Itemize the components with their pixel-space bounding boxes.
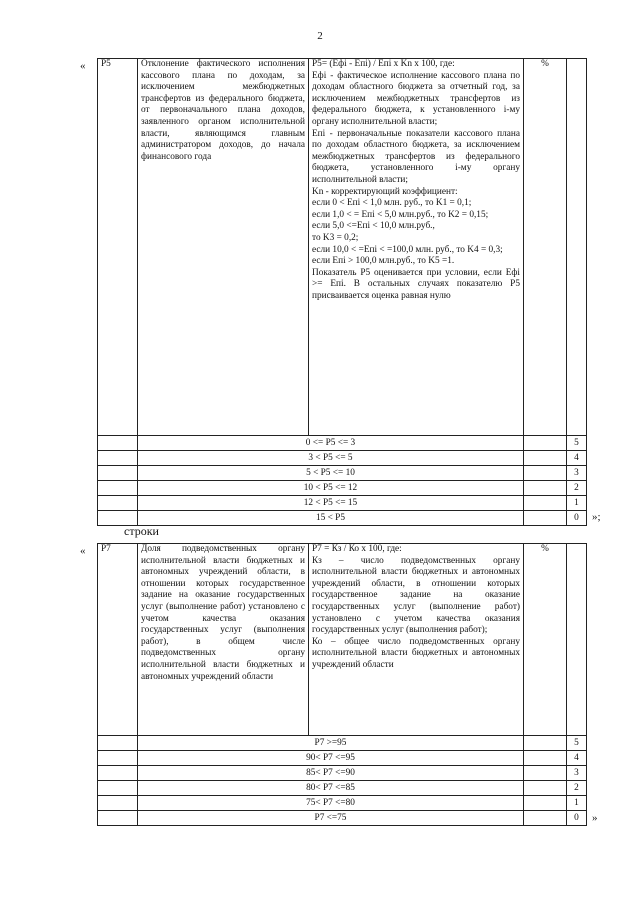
empty-cell bbox=[98, 796, 138, 811]
close-quote-2: » bbox=[592, 812, 598, 824]
formula-line: если Eпi > 100,0 млн.руб., то K5 =1. bbox=[312, 256, 455, 267]
formula-line: Eпi - первоначальные показатели кассового плана по доходам областного бюджета, за исключением межбюджетных трансфертов из федерального бюджета, установленного i-му органу исполнительной власти; bbox=[312, 128, 520, 185]
score-condition: 5 < P5 <= 10 bbox=[138, 466, 524, 481]
score-row bbox=[98, 481, 587, 496]
formula-line: если 5,0 <=Eпi < 10,0 млн.руб., bbox=[312, 221, 435, 232]
empty-cell bbox=[98, 436, 138, 451]
empty-cell bbox=[98, 451, 138, 466]
formula-line: Eфi - фактическое исполнение кассового плана по доходам областного бюджета за отчетный год, за исключением межбюджетных трансфертов из федерального бюджета, к установленного i-му органу исполнительной власти; bbox=[312, 70, 520, 127]
score-row bbox=[98, 511, 587, 526]
section-label: строки bbox=[124, 524, 159, 538]
score-condition: 12 < P5 <= 15 bbox=[138, 496, 524, 511]
score-value: 4 bbox=[567, 451, 587, 466]
formula-line: если 0 < Eпi < 1,0 млн. руб., то K1 = 0,1; bbox=[312, 198, 472, 209]
score-value: 3 bbox=[567, 766, 587, 781]
formula-line: Ко – общее число подведомственных органу исполнительной власти бюджетных и автономных учреждений области bbox=[312, 636, 520, 670]
indicator-unit: % bbox=[524, 59, 567, 436]
empty-cell bbox=[98, 811, 138, 826]
formula-line: если 1,0 < = Eпi < 5,0 млн.руб., то K2 = 0,15; bbox=[312, 209, 489, 220]
score-condition: 0 <= P5 <= 3 bbox=[138, 436, 524, 451]
empty-cell bbox=[524, 481, 567, 496]
formula-line: P5= (Eфi - Eпi) / Eпi x Kn x 100, где: bbox=[312, 59, 455, 69]
open-quote: « bbox=[80, 60, 86, 72]
score-condition: P7 <=75 bbox=[138, 811, 524, 826]
empty-cell bbox=[98, 496, 138, 511]
open-quote-2: « bbox=[80, 545, 86, 557]
indicator-description: Доля подведомственных органу исполнительной власти бюджетных и автономных учреждений области, в отношении которых государственное задание на оказание государственных услуг (выполнение работ) установлено с учетом качества оказания государственных услуг (выполнения работ), в общем числе подведомственных органу исполнительной власти бюджетных и автономных учреждений области bbox=[138, 544, 309, 736]
formula-line: Кз – число подведомственных органу исполнительной власти бюджетных и автономных учреждений области, в отношении которых государственное задание на оказание государственных услуг (выполнение работ) установлено с учетом качества оказания государственных услуг (выполнения работ); bbox=[312, 555, 520, 636]
close-quote: »; bbox=[592, 511, 601, 523]
score-value: 1 bbox=[567, 796, 587, 811]
score-row bbox=[98, 766, 587, 781]
indicator-formula bbox=[309, 544, 524, 736]
score-row bbox=[98, 781, 587, 796]
score-condition: 3 < P5 <= 5 bbox=[138, 451, 524, 466]
indicator-formula bbox=[309, 59, 524, 436]
score-condition: 10 < P5 <= 12 bbox=[138, 481, 524, 496]
empty-cell bbox=[98, 736, 138, 751]
score-row bbox=[98, 796, 587, 811]
score-value: 4 bbox=[567, 751, 587, 766]
score-row bbox=[98, 436, 587, 451]
score-row bbox=[98, 451, 587, 466]
empty-cell bbox=[524, 781, 567, 796]
empty-cell bbox=[524, 436, 567, 451]
page-number: 2 bbox=[317, 30, 323, 42]
empty-cell bbox=[567, 59, 587, 436]
score-condition: P7 >=95 bbox=[138, 736, 524, 751]
empty-cell bbox=[524, 496, 567, 511]
formula-line: то K3 = 0,2; bbox=[312, 232, 359, 243]
score-value: 5 bbox=[567, 436, 587, 451]
indicator-unit: % bbox=[524, 544, 567, 736]
empty-cell bbox=[524, 766, 567, 781]
score-row bbox=[98, 751, 587, 766]
indicator-code: P7 bbox=[98, 544, 138, 736]
score-value: 5 bbox=[567, 736, 587, 751]
empty-cell bbox=[524, 751, 567, 766]
score-row bbox=[98, 736, 587, 751]
score-row bbox=[98, 496, 587, 511]
empty-cell bbox=[524, 796, 567, 811]
empty-cell bbox=[524, 451, 567, 466]
score-value: 0 bbox=[567, 811, 587, 826]
score-condition: 15 < P5 bbox=[138, 511, 524, 526]
score-value: 1 bbox=[567, 496, 587, 511]
score-row bbox=[98, 466, 587, 481]
score-condition: 90< P7 <=95 bbox=[138, 751, 524, 766]
formula-line: P7 = Кз / Ко x 100, где: bbox=[312, 544, 402, 554]
score-value: 3 bbox=[567, 466, 587, 481]
empty-cell bbox=[524, 511, 567, 526]
empty-cell bbox=[98, 751, 138, 766]
empty-cell bbox=[98, 466, 138, 481]
indicator-row bbox=[98, 544, 587, 736]
score-value: 0 bbox=[567, 511, 587, 526]
score-row bbox=[98, 811, 587, 826]
empty-cell bbox=[98, 766, 138, 781]
indicator-table-p7 bbox=[97, 543, 587, 826]
empty-cell bbox=[524, 736, 567, 751]
indicator-row bbox=[98, 59, 587, 436]
score-value: 2 bbox=[567, 481, 587, 496]
formula-line: Показатель P5 оценивается при условии, если Eфi >= Eпi. В остальных случаях показателю P5 присваивается оценка равная нулю bbox=[312, 267, 520, 301]
indicator-code: P5 bbox=[98, 59, 138, 436]
formula-line: Kn - корректирующий коэффициент: bbox=[312, 186, 458, 197]
score-condition: 85< P7 <=90 bbox=[138, 766, 524, 781]
score-condition: 80< P7 <=85 bbox=[138, 781, 524, 796]
empty-cell bbox=[98, 781, 138, 796]
score-value: 2 bbox=[567, 781, 587, 796]
indicator-table-p5 bbox=[97, 58, 587, 526]
score-condition: 75< P7 <=80 bbox=[138, 796, 524, 811]
formula-line: если 10,0 < =Eпi < =100,0 млн. руб., то K4 = 0,3; bbox=[312, 244, 503, 255]
indicator-description: Отклонение фактического исполнения кассового плана по доходам, за исключением межбюджетных трансфертов из федерального бюджета, от первоначального плана доходов, заявленного органом исполнительной власти, являющимся главным администратором доходов, до начала финансового года bbox=[138, 59, 309, 436]
empty-cell bbox=[524, 466, 567, 481]
empty-cell bbox=[524, 811, 567, 826]
empty-cell bbox=[567, 544, 587, 736]
empty-cell bbox=[98, 481, 138, 496]
